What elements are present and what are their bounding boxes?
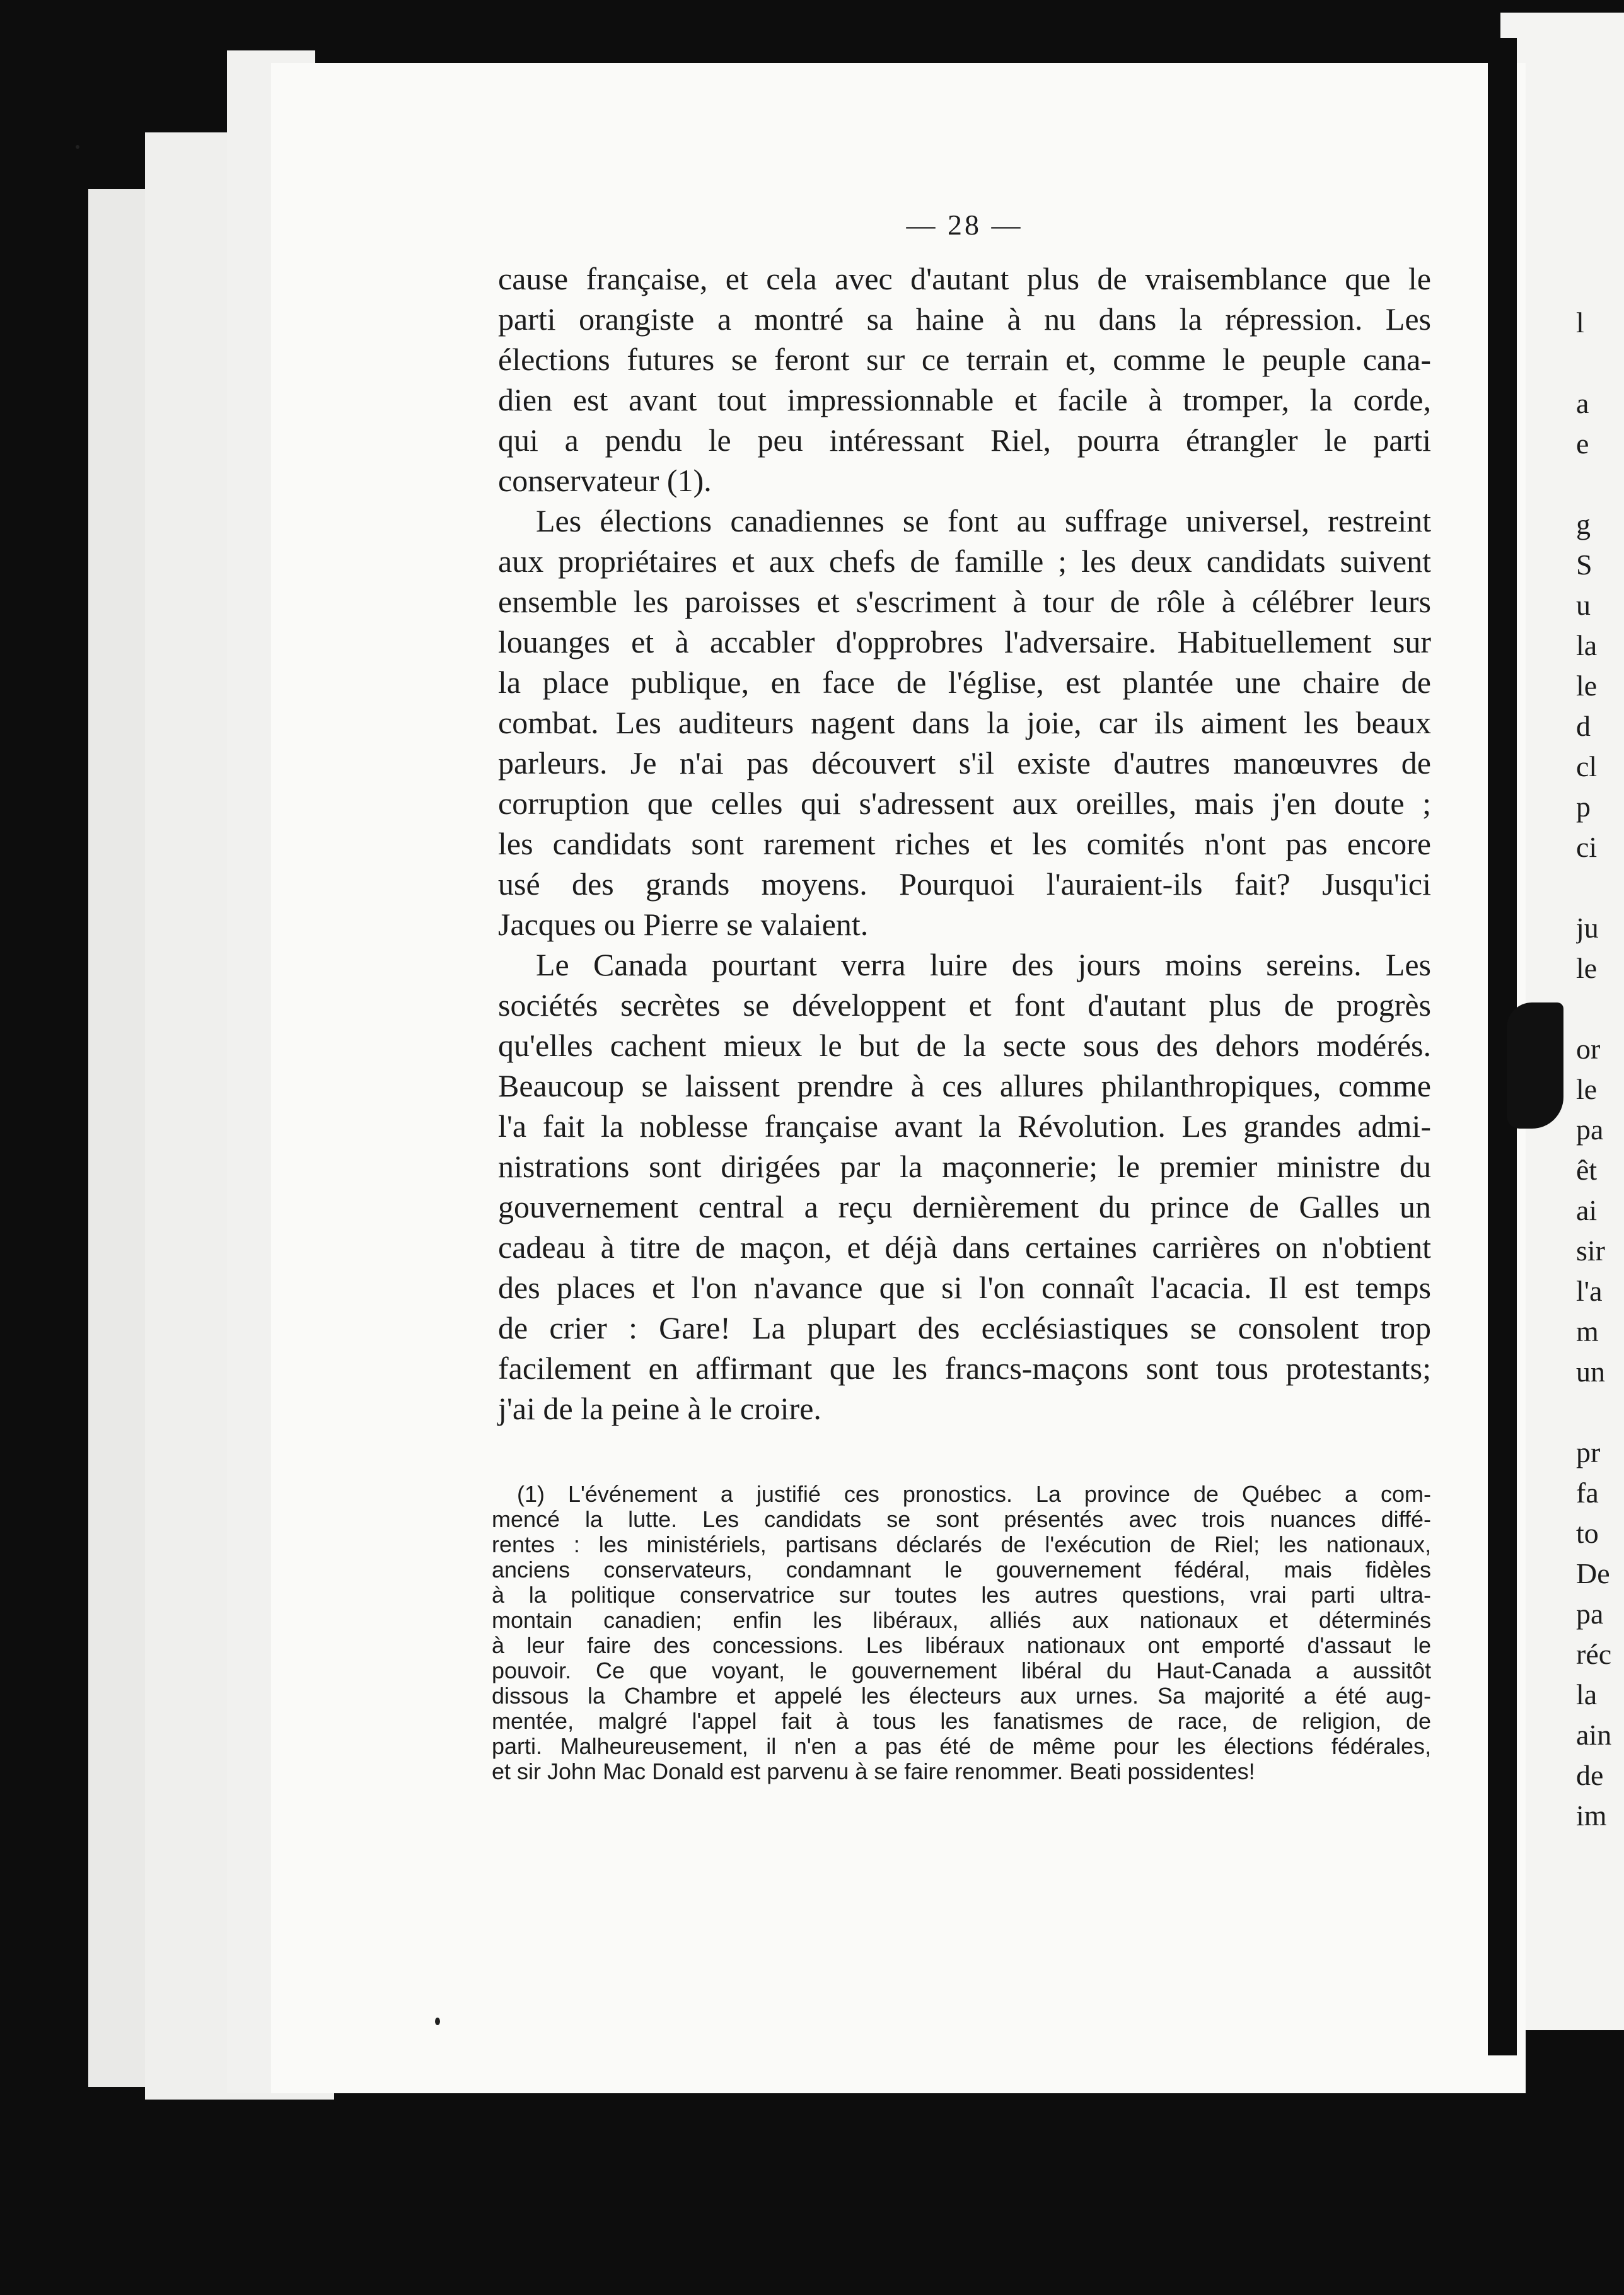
footnote-line: et sir John Mac Donald est parvenu à se faire renommer. Beati possidentes! <box>492 1758 1255 1784</box>
facing-page-fragment: le <box>1576 1073 1598 1105</box>
facing-page-fragment: pa <box>1576 1598 1604 1630</box>
text-line: j'ai de la peine à le croire. <box>498 1391 821 1426</box>
text-line: louanges et à accabler d'opprobres l'adversaire. Habituellement sur <box>498 624 1431 659</box>
facing-page-fragment <box>1576 868 1624 908</box>
ink-speck <box>435 2018 440 2025</box>
footnote-line: rentes : les ministériels, partisans déclarés de l'exécution de Riel; les nationaux, <box>492 1531 1431 1557</box>
text-line: des places et l'on n'avance que si l'on connaît l'acacia. Il est temps <box>498 1270 1431 1305</box>
footnote-line: à la politique conservatrice sur toutes les autres questions, vrai parti ultra- <box>492 1582 1431 1608</box>
text-line: élections futures se feront sur ce terrain et, comme le peuple cana- <box>498 342 1431 377</box>
text-line: Beaucoup se laissent prendre à ces allures philanthropiques, comme <box>498 1068 1431 1103</box>
facing-page-fragment: m <box>1576 1315 1599 1347</box>
facing-page-fragment: De <box>1576 1557 1610 1589</box>
footnote-line: anciens conservateurs, condamnant le gouvernement fédéral, mais fidèles <box>492 1557 1431 1583</box>
facing-page-fragment: sir <box>1576 1235 1605 1267</box>
facing-page-fragment: le <box>1576 670 1598 702</box>
text-line: Jacques ou Pierre se valaient. <box>498 907 869 942</box>
facing-page-fragment: êt <box>1576 1154 1598 1186</box>
facing-page-fragment <box>1576 1392 1624 1432</box>
footnote <box>492 1482 1431 1784</box>
facing-page-fragment: de <box>1576 1759 1604 1791</box>
facing-page-fragment: g <box>1576 508 1591 540</box>
text-line: parti orangiste a montré sa haine à nu dans la répression. Les <box>498 301 1431 337</box>
footnote-line: à leur faire des concessions. Les libéraux nationaux ont emporté d'assaut le <box>492 1632 1431 1658</box>
facing-page-fragment: e <box>1576 427 1589 460</box>
facing-page-fragment: d <box>1576 710 1591 742</box>
facing-page-fragment <box>1576 464 1624 504</box>
text-line: usé des grands moyens. Pourquoi l'auraient-ils fait? Jusqu'ici <box>498 866 1431 902</box>
page-number: — 28 — <box>906 209 1023 241</box>
text-line: les candidats sont rarement riches et les comités n'ont pas encore <box>498 826 1431 861</box>
facing-page-fragment: p <box>1576 791 1591 823</box>
facing-page-fragment: le <box>1576 952 1598 984</box>
facing-page-fragment: la <box>1576 629 1598 661</box>
text-line: corruption que celles qui s'adressent aux oreilles, mais j'en doute ; <box>498 786 1431 821</box>
facing-page-fragment: to <box>1576 1517 1599 1549</box>
text-line: cause française, et cela avec d'autant plus de vraisemblance que le <box>498 261 1431 296</box>
facing-page-fragment: un <box>1576 1356 1605 1388</box>
facing-page-fragment: ci <box>1576 831 1598 863</box>
text-line: de crier : Gare! La plupart des ecclésiastiques se consolent trop <box>498 1310 1431 1345</box>
text-line: qu'elles cachent mieux le but de la secte sous des dehors modérés. <box>498 1028 1431 1063</box>
text-line: l'a fait la noblesse française avant la Révolution. Les grandes admi- <box>498 1108 1431 1144</box>
facing-page-fragment: pr <box>1576 1436 1601 1468</box>
text-line: cadeau à titre de maçon, et déjà dans certaines carrières on n'obtient <box>498 1229 1431 1265</box>
facing-page-fragment: l'a <box>1576 1275 1603 1307</box>
facing-page-fragment: im <box>1576 1799 1607 1832</box>
text-line: la place publique, en face de l'église, est plantée une chaire de <box>498 665 1431 700</box>
footnote-line: (1) L'événement a justifié ces pronostics. La province de Québec a com- <box>517 1481 1431 1507</box>
text-line: conservateur (1). <box>498 463 712 498</box>
facing-page-fragment: la <box>1576 1678 1598 1711</box>
facing-page-fragment <box>1576 989 1624 1029</box>
facing-page-fragment: a <box>1576 387 1589 419</box>
facing-page-fragment: ai <box>1576 1194 1598 1226</box>
facing-page-fragment: or <box>1576 1033 1601 1065</box>
text-line: combat. Les auditeurs nagent dans la joie, car ils aiment les beaux <box>498 705 1431 740</box>
facing-page-text <box>1576 303 1624 1836</box>
footnote-line: pouvoir. Ce que voyant, le gouvernement libéral du Haut-Canada a aussitôt <box>492 1658 1431 1683</box>
facing-page-fragment: cl <box>1576 750 1598 782</box>
ink-speck <box>76 145 79 149</box>
text-line: gouvernement central a reçu dernièrement du prince de Galles un <box>498 1189 1431 1224</box>
page-tear <box>1507 1002 1563 1129</box>
facing-page-fragment: pa <box>1576 1113 1604 1146</box>
text-line: facilement en affirmant que les francs-maçons sont tous protestants; <box>498 1351 1431 1386</box>
facing-page-fragment: S <box>1576 549 1592 581</box>
footnote-line: dissous la Chambre et appelé les électeurs aux urnes. Sa majorité a été aug- <box>492 1683 1431 1709</box>
main-text <box>498 259 1431 1429</box>
text-line: aux propriétaires et aux chefs de famille ; les deux candidats suivent <box>498 543 1431 579</box>
text-line: qui a pendu le peu intéressant Riel, pourra étrangler le parti <box>498 422 1431 458</box>
footnote-line: parti. Malheureusement, il n'en a pas été de même pour les élections fédérales, <box>492 1733 1431 1759</box>
text-line: dien est avant tout impressionnable et facile à tromper, la corde, <box>498 382 1431 417</box>
facing-page-fragment: ju <box>1576 912 1599 944</box>
facing-page-fragment: réc <box>1576 1638 1612 1670</box>
text-line: Les élections canadiennes se font au suffrage universel, restreint <box>536 503 1431 538</box>
text-line: nistrations sont dirigées par la maçonnerie; le premier ministre du <box>498 1149 1431 1184</box>
text-line: ensemble les paroisses et s'escriment à tour de rôle à célébrer leurs <box>498 584 1431 619</box>
facing-page-fragment: u <box>1576 589 1591 621</box>
footnote-line: mencé la lutte. Les candidats se sont présentés avec trois nuances diffé- <box>492 1506 1431 1532</box>
facing-page-fragment: fa <box>1576 1477 1599 1509</box>
text-line: parleurs. Je n'ai pas découvert s'il existe d'autres manœuvres de <box>498 745 1431 781</box>
facing-page-fragment: l <box>1576 306 1584 339</box>
footnote-line: montain canadien; enfin les libéraux, alliés aux nationaux et déterminés <box>492 1607 1431 1633</box>
facing-page-fragment <box>1576 343 1624 383</box>
facing-page-fragment: ain <box>1576 1719 1612 1751</box>
footnote-line: mentée, malgré l'appel fait à tous les fanatismes de race, de religion, de <box>492 1708 1431 1734</box>
text-line: Le Canada pourtant verra luire des jours moins sereins. Les <box>536 947 1431 982</box>
text-line: sociétés secrètes se développent et font d'autant plus de progrès <box>498 987 1431 1023</box>
